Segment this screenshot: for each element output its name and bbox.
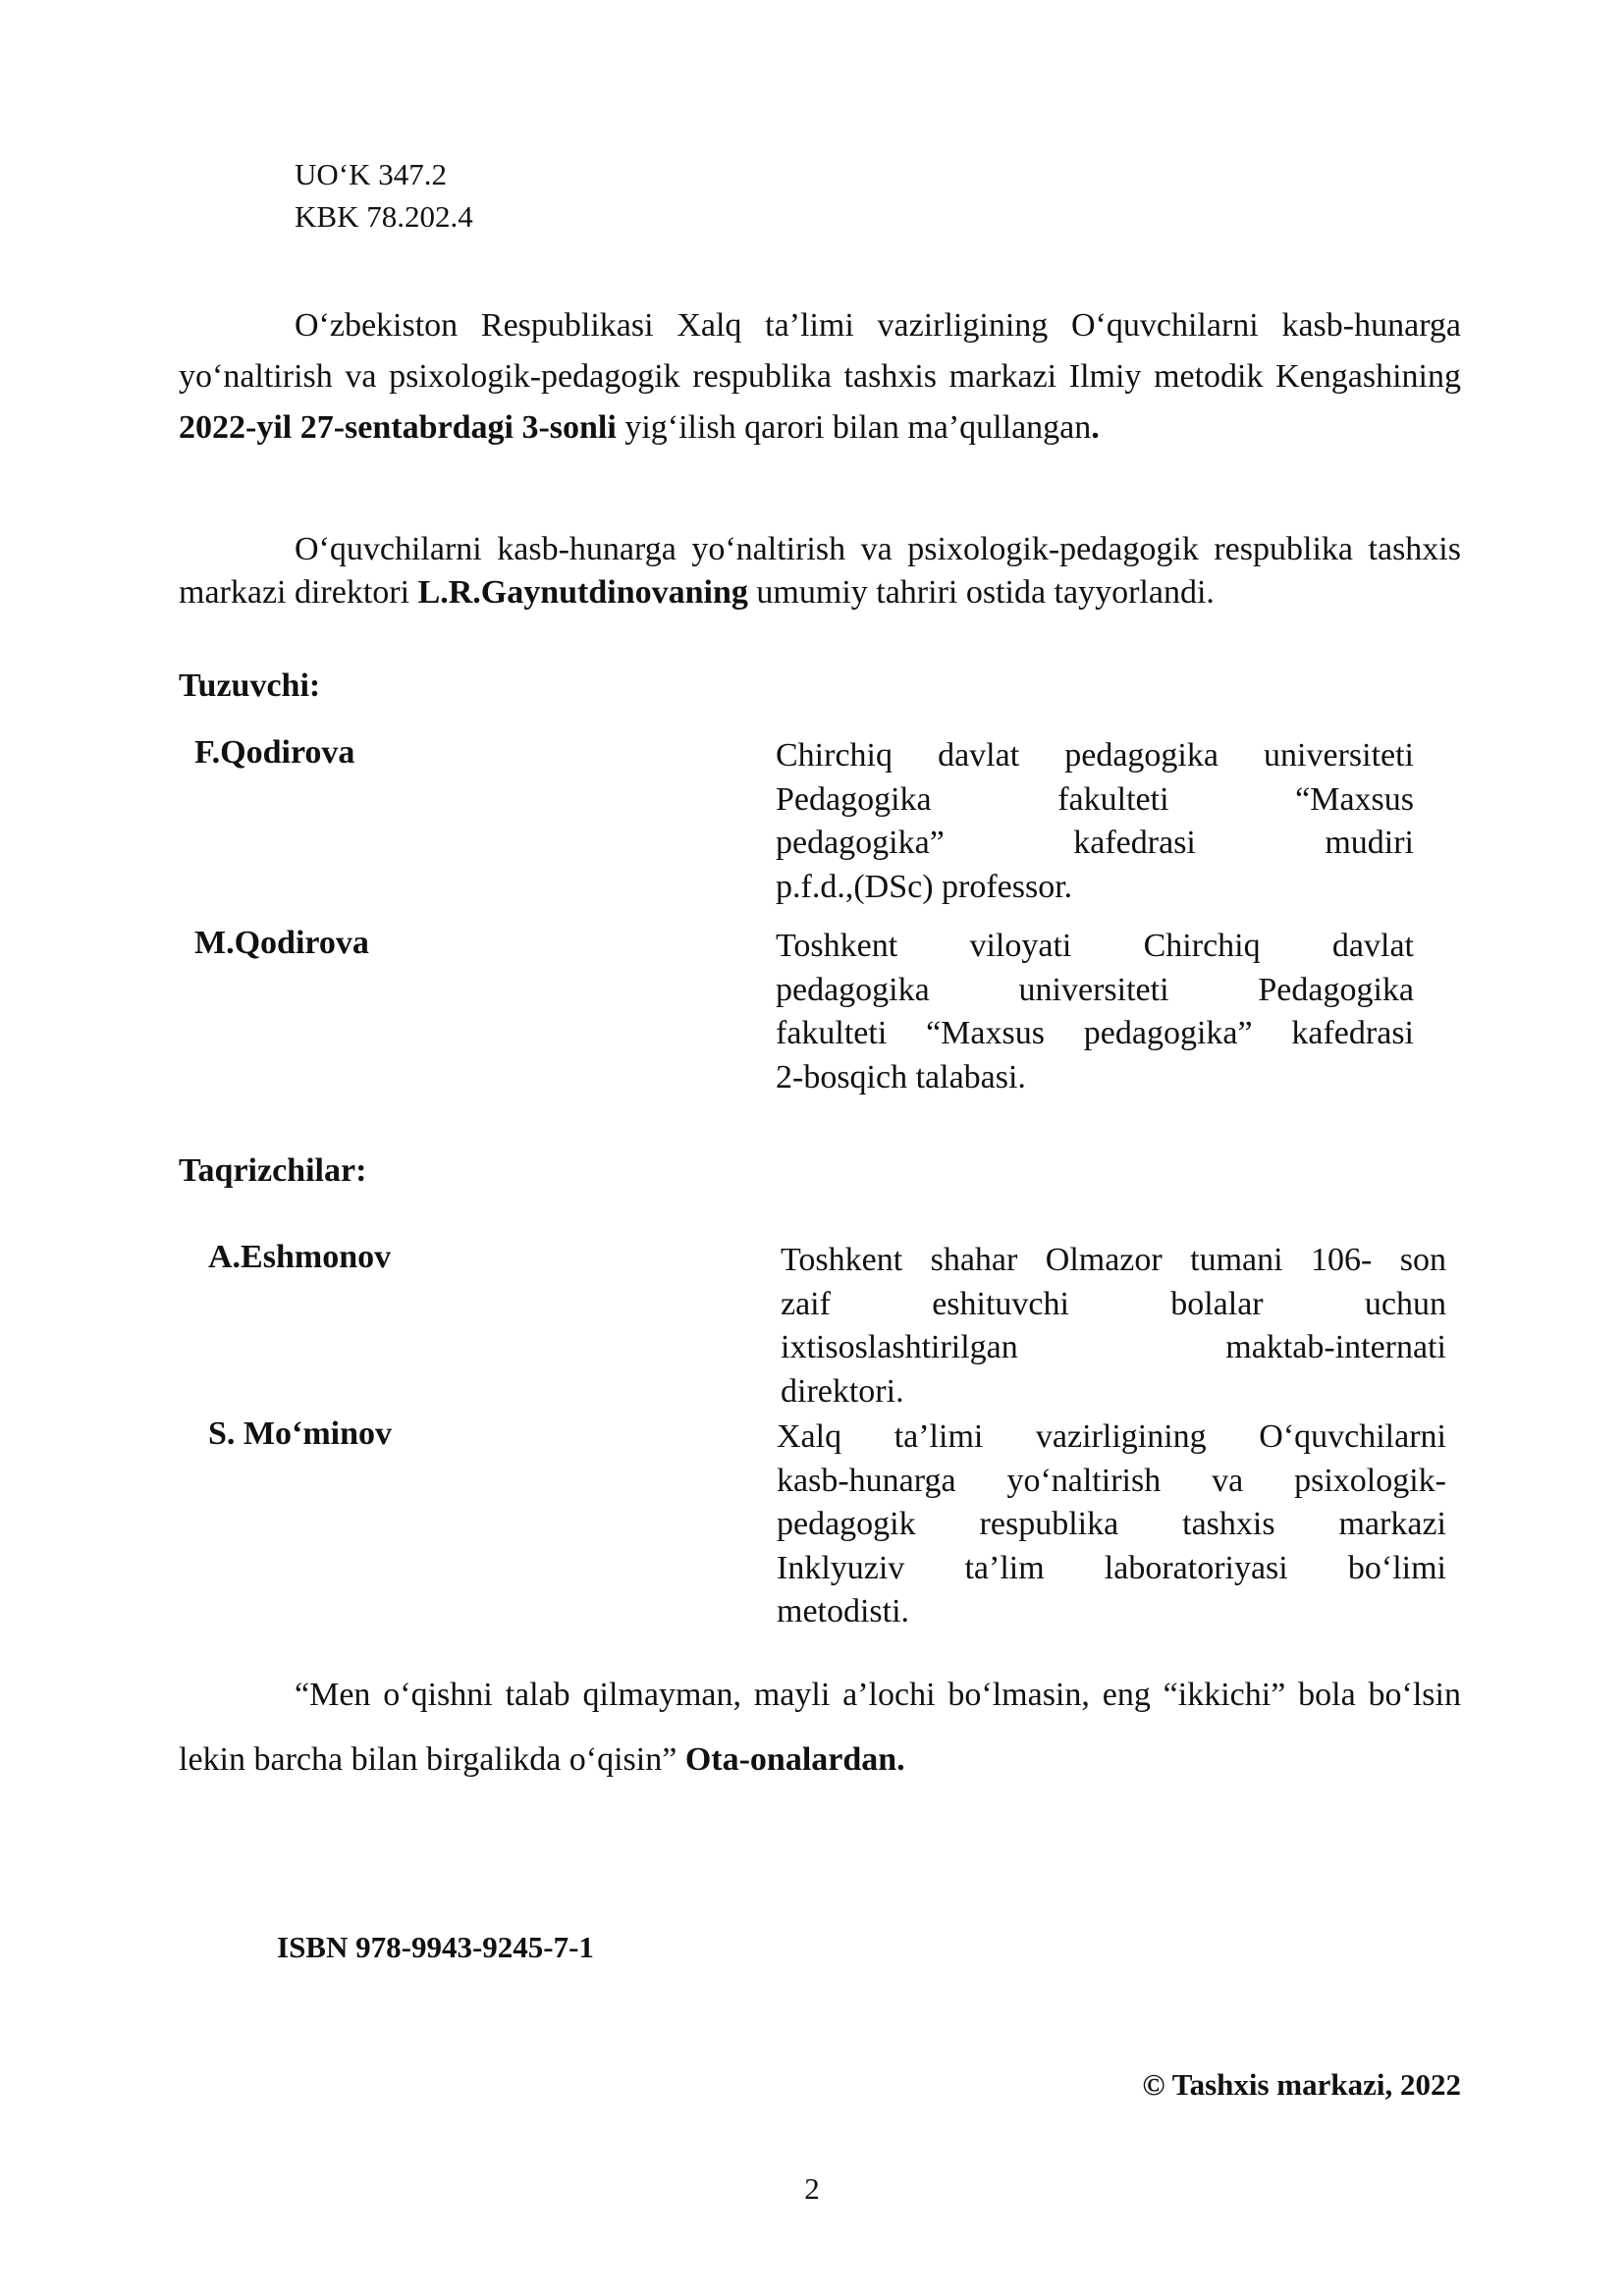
approval-end: . [1091, 409, 1100, 446]
reviewers-heading: Taqrizchilar: [179, 1152, 367, 1189]
approval-paragraph [179, 300, 1461, 454]
udk-code: UO‘K 347.2 [295, 157, 447, 191]
editor-paragraph [179, 528, 1461, 614]
classification-codes [295, 153, 473, 238]
compiler-name: F.Qodirova [194, 734, 355, 771]
approval-text-a: O‘zbekiston Respublikasi Xalq ta’limi vazirligining O‘quvchilarni kasb-hunarga yo‘naltirish va psixologik-pedagogik respublika tashxis markazi Ilmiy metodik Kengashining [179, 307, 1461, 395]
editor-text-b: umumiy tahriri ostida tayyorlandi. [747, 574, 1215, 611]
quote-attribution: Ota-onalardan. [684, 1741, 905, 1778]
page-number: 2 [804, 2171, 820, 2206]
reviewer-affiliation: Xalq ta’limi vazirligining O‘quvchilarni kasb-hunarga yo‘naltirish va psixologik- pedagogik respublika tashxis markazi Inklyuziv ta’lim laboratoriyasi bo‘limi metodisti. [777, 1418, 1446, 1629]
kbk-code: KBK 78.202.4 [295, 199, 473, 234]
reviewer-name: S. Mo‘minov [208, 1415, 392, 1452]
editor-text-a: O‘quvchilarni kasb-hunarga yo‘naltirish va psixologik-pedagogik respublika tashxis markazi direktori [179, 531, 1461, 611]
compiler-affiliation: Chirchiq davlat pedagogika universiteti Pedagogika fakulteti “Maxsus pedagogika” kafedrasi mudiri p.f.d.,(DSc) professor. [776, 737, 1414, 905]
isbn: ISBN 978-9943-9245-7-1 [277, 1930, 594, 1964]
approval-date: 2022-yil 27-sentabrdagi 3-sonli [179, 409, 617, 446]
approval-text-b: yig‘ilish qarori bilan ma’qullangan [616, 409, 1092, 446]
reviewer-affiliation: Toshkent shahar Olmazor tumani 106- son zaif eshituvchi bolalar uchun ixtisoslashtirilgan maktab-internati direktori. [781, 1242, 1446, 1410]
epigraph-quote [179, 1663, 1461, 1792]
reviewer-name: A.Eshmonov [208, 1239, 392, 1275]
compiler-affiliation: Toshkent viloyati Chirchiq davlat pedagogika universiteti Pedagogika fakulteti “Maxsus pedagogika” kafedrasi 2-bosqich talabasi. [776, 928, 1414, 1095]
compiler-name: M.Qodirova [194, 925, 369, 961]
editor-name: L.R.Gaynutdinovaning [417, 574, 748, 611]
compilers-heading: Tuzuvchi: [179, 667, 321, 704]
quote-text: “Men o‘qishni talab qilmayman, mayli a’lochi bo‘lmasin, eng “ikkichi” bola bo‘lsin lekin barcha bilan birgalikda o‘qisin” [179, 1677, 1461, 1778]
copyright: © Tashxis markazi, 2022 [1142, 2067, 1461, 2102]
